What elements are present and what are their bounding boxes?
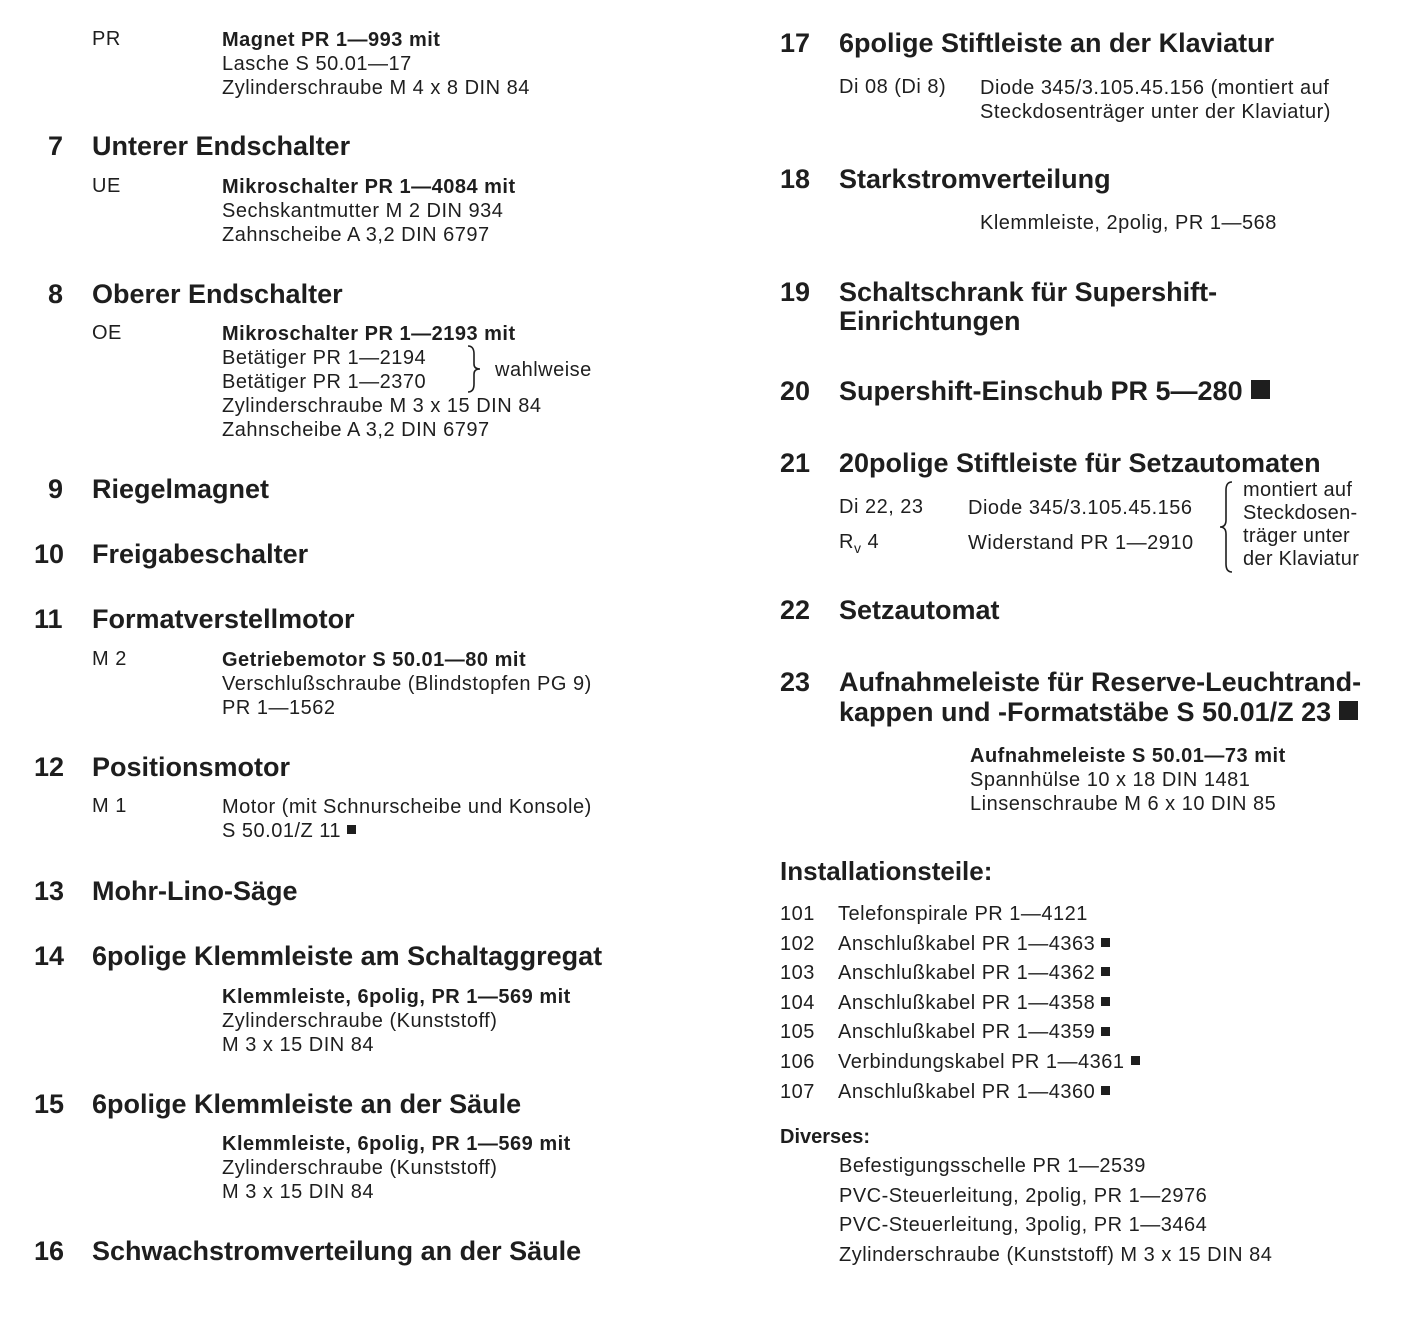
section-number: 9 bbox=[48, 474, 64, 504]
parts-list bbox=[222, 322, 541, 442]
item-code: OE bbox=[92, 322, 122, 344]
marker-square-icon bbox=[347, 825, 356, 834]
section-title bbox=[839, 376, 1270, 407]
item-text: Telefonspirale PR 1—4121 bbox=[838, 903, 1088, 925]
part-line: PR 1—1562 bbox=[222, 697, 336, 719]
item-number: 102 bbox=[780, 932, 815, 955]
parts-list bbox=[222, 985, 571, 1057]
item-text: Anschlußkabel PR 1—4359 bbox=[838, 1021, 1096, 1044]
brace-note-line: Steckdosen- bbox=[1243, 502, 1358, 524]
list-item bbox=[780, 1081, 1140, 1111]
brace-icon bbox=[464, 344, 486, 394]
item-text: Verbindungskabel PR 1—4361 bbox=[838, 1050, 1125, 1073]
section-title: Schwachstromverteilung an der Säule bbox=[92, 1236, 582, 1266]
list-item: PVC-Steuerleitung, 3polig, PR 1—3464 bbox=[839, 1214, 1208, 1237]
item-text: Anschlußkabel PR 1—4358 bbox=[838, 991, 1096, 1014]
part-line: Diode 345/3.105.45.156 bbox=[968, 497, 1193, 519]
part-line: Magnet PR 1—993 mit bbox=[222, 29, 441, 51]
brace-label: wahlweise bbox=[495, 359, 592, 381]
item-code: PR bbox=[92, 28, 121, 50]
section-number: 18 bbox=[780, 164, 811, 194]
parts-list bbox=[222, 28, 530, 100]
part-line: Getriebemotor S 50.01—80 mit bbox=[222, 649, 527, 671]
marker-square-icon bbox=[1101, 1086, 1110, 1095]
brace-note-line: der Klaviatur bbox=[1243, 548, 1360, 570]
item-number: 101 bbox=[780, 903, 815, 925]
item-number: 105 bbox=[780, 1021, 815, 1044]
section-title: Freigabeschalter bbox=[92, 539, 309, 569]
parts-list bbox=[222, 175, 516, 247]
section-title: Riegelmagnet bbox=[92, 474, 270, 504]
installation-list bbox=[780, 903, 1140, 1110]
part-line: Verschlußschraube (Blindstopfen PG 9) bbox=[222, 673, 592, 695]
diverses-list bbox=[839, 1155, 1272, 1273]
parts-list bbox=[222, 648, 592, 720]
part-line: Motor (mit Schnurscheibe und Konsole) bbox=[222, 796, 592, 818]
section-title: Oberer Endschalter bbox=[92, 279, 343, 309]
section-title: Unterer Endschalter bbox=[92, 131, 351, 161]
list-item bbox=[780, 933, 1140, 963]
section-number: 23 bbox=[780, 667, 811, 697]
brace-note bbox=[1243, 479, 1359, 571]
brace-note-line: träger unter bbox=[1243, 525, 1350, 547]
section-title-text: kappen und -Formatstäbe S 50.01/Z 23 bbox=[839, 697, 1332, 727]
diverses-heading: Diverses: bbox=[780, 1126, 871, 1148]
item-text: Anschlußkabel PR 1—4363 bbox=[838, 932, 1096, 955]
section-number: 17 bbox=[780, 28, 811, 58]
part-line: Betätiger PR 1—2370 bbox=[222, 371, 427, 393]
marker-square-icon bbox=[1251, 380, 1270, 399]
part-line: Mikroschalter PR 1—2193 mit bbox=[222, 323, 516, 345]
section-title: Schaltschrank für Supershift- bbox=[839, 277, 1218, 307]
item-code: M 1 bbox=[92, 795, 127, 817]
item-code bbox=[839, 531, 879, 556]
brace-note-line: montiert auf bbox=[1243, 479, 1353, 501]
item-code-subscript: v bbox=[853, 540, 862, 556]
list-item bbox=[780, 1021, 1140, 1051]
section-title: Formatverstellmotor bbox=[92, 604, 355, 634]
section-title: 6polige Klemmleiste an der Säule bbox=[92, 1089, 522, 1119]
part-line: Zylinderschraube M 4 x 8 DIN 84 bbox=[222, 77, 530, 99]
parts-list bbox=[222, 1132, 571, 1204]
section-number: 21 bbox=[780, 448, 811, 478]
section-title-text: Supershift-Einschub PR 5—280 bbox=[839, 376, 1243, 406]
section-title-continued bbox=[839, 697, 1358, 728]
part-line: Betätiger PR 1—2194 bbox=[222, 347, 427, 369]
item-code: Di 22, 23 bbox=[839, 496, 924, 518]
part-line: M 3 x 15 DIN 84 bbox=[222, 1034, 375, 1056]
part-line: Zylinderschraube (Kunststoff) bbox=[222, 1010, 498, 1032]
section-title: 6polige Klemmleiste am Schaltaggregat bbox=[92, 941, 603, 971]
item-number: 104 bbox=[780, 991, 815, 1014]
section-number: 14 bbox=[34, 941, 65, 971]
section-title: 20polige Stiftleiste für Setzautomaten bbox=[839, 448, 1321, 478]
section-number: 16 bbox=[34, 1236, 65, 1266]
section-number: 22 bbox=[780, 595, 811, 625]
list-item bbox=[780, 992, 1140, 1022]
parts-list bbox=[970, 744, 1286, 816]
section-number: 11 bbox=[34, 604, 63, 634]
part-line: Zahnscheibe A 3,2 DIN 6797 bbox=[222, 224, 490, 246]
list-item: Zylinderschraube (Kunststoff) M 3 x 15 DIN 84 bbox=[839, 1243, 1273, 1266]
marker-square-icon bbox=[1101, 938, 1110, 947]
item-number: 103 bbox=[780, 962, 815, 985]
section-title-continued: Einrichtungen bbox=[839, 306, 1021, 336]
item-text: Anschlußkabel PR 1—4360 bbox=[838, 1080, 1096, 1103]
marker-square-icon bbox=[1339, 701, 1358, 720]
section-title: Mohr-Lino-Säge bbox=[92, 876, 298, 906]
part-line: Steckdosenträger unter der Klaviatur) bbox=[980, 101, 1331, 123]
part-line bbox=[222, 819, 592, 843]
parts-list bbox=[222, 795, 592, 843]
section-title: 6polige Stiftleiste an der Klaviatur bbox=[839, 28, 1275, 58]
item-code-number: 4 bbox=[867, 531, 880, 553]
part-line: Klemmleiste, 6polig, PR 1—569 mit bbox=[222, 1133, 571, 1155]
marker-square-icon bbox=[1131, 1056, 1140, 1065]
item-code-letter: R bbox=[839, 531, 854, 553]
marker-square-icon bbox=[1101, 1027, 1110, 1036]
section-number: 20 bbox=[780, 376, 811, 406]
list-item bbox=[780, 903, 1140, 933]
part-line: Zylinderschraube M 3 x 15 DIN 84 bbox=[222, 395, 542, 417]
section-title: Aufnahmeleiste für Reserve-Leuchtrand- bbox=[839, 667, 1362, 697]
item-text: Anschlußkabel PR 1—4362 bbox=[838, 962, 1096, 985]
part-line: Klemmleiste, 2polig, PR 1—568 bbox=[980, 212, 1277, 234]
part-line: Spannhülse 10 x 18 DIN 1481 bbox=[970, 769, 1251, 791]
part-line: Aufnahmeleiste S 50.01—73 mit bbox=[970, 745, 1286, 767]
item-code: M 2 bbox=[92, 648, 127, 670]
part-line: Zylinderschraube (Kunststoff) bbox=[222, 1157, 498, 1179]
part-line: Mikroschalter PR 1—4084 mit bbox=[222, 176, 516, 198]
section-number: 10 bbox=[34, 539, 65, 569]
section-number: 19 bbox=[780, 277, 811, 307]
item-code: UE bbox=[92, 175, 121, 197]
item-code: Di 08 (Di 8) bbox=[839, 76, 947, 98]
part-line: Klemmleiste, 6polig, PR 1—569 mit bbox=[222, 986, 571, 1008]
list-item bbox=[780, 962, 1140, 992]
section-number: 12 bbox=[34, 752, 65, 782]
item-number: 107 bbox=[780, 1080, 815, 1103]
part-line: Lasche S 50.01—17 bbox=[222, 53, 412, 75]
item-number: 106 bbox=[780, 1050, 815, 1073]
part-line: Widerstand PR 1—2910 bbox=[968, 532, 1194, 554]
part-line: M 3 x 15 DIN 84 bbox=[222, 1181, 375, 1203]
list-item bbox=[780, 1051, 1140, 1081]
marker-square-icon bbox=[1101, 967, 1110, 976]
brace-icon bbox=[1214, 480, 1238, 574]
list-item: Befestigungsschelle PR 1—2539 bbox=[839, 1155, 1146, 1177]
installation-heading: Installationsteile: bbox=[780, 856, 993, 886]
section-title: Starkstromverteilung bbox=[839, 164, 1111, 194]
part-line: Zahnscheibe A 3,2 DIN 6797 bbox=[222, 419, 490, 441]
part-line: Sechskantmutter M 2 DIN 934 bbox=[222, 200, 504, 222]
part-line: Linsenschraube M 6 x 10 DIN 85 bbox=[970, 793, 1277, 815]
section-number: 15 bbox=[34, 1089, 65, 1119]
part-line: Diode 345/3.105.45.156 (montiert auf bbox=[980, 77, 1330, 99]
section-number: 7 bbox=[48, 131, 64, 161]
part-line-text: S 50.01/Z 11 bbox=[222, 820, 342, 842]
marker-square-icon bbox=[1101, 997, 1110, 1006]
section-title: Setzautomat bbox=[839, 595, 1000, 625]
parts-list bbox=[980, 76, 1331, 124]
section-number: 8 bbox=[48, 279, 64, 309]
section-title: Positionsmotor bbox=[92, 752, 291, 782]
list-item: PVC-Steuerleitung, 2polig, PR 1—2976 bbox=[839, 1184, 1208, 1207]
section-number: 13 bbox=[34, 876, 65, 906]
